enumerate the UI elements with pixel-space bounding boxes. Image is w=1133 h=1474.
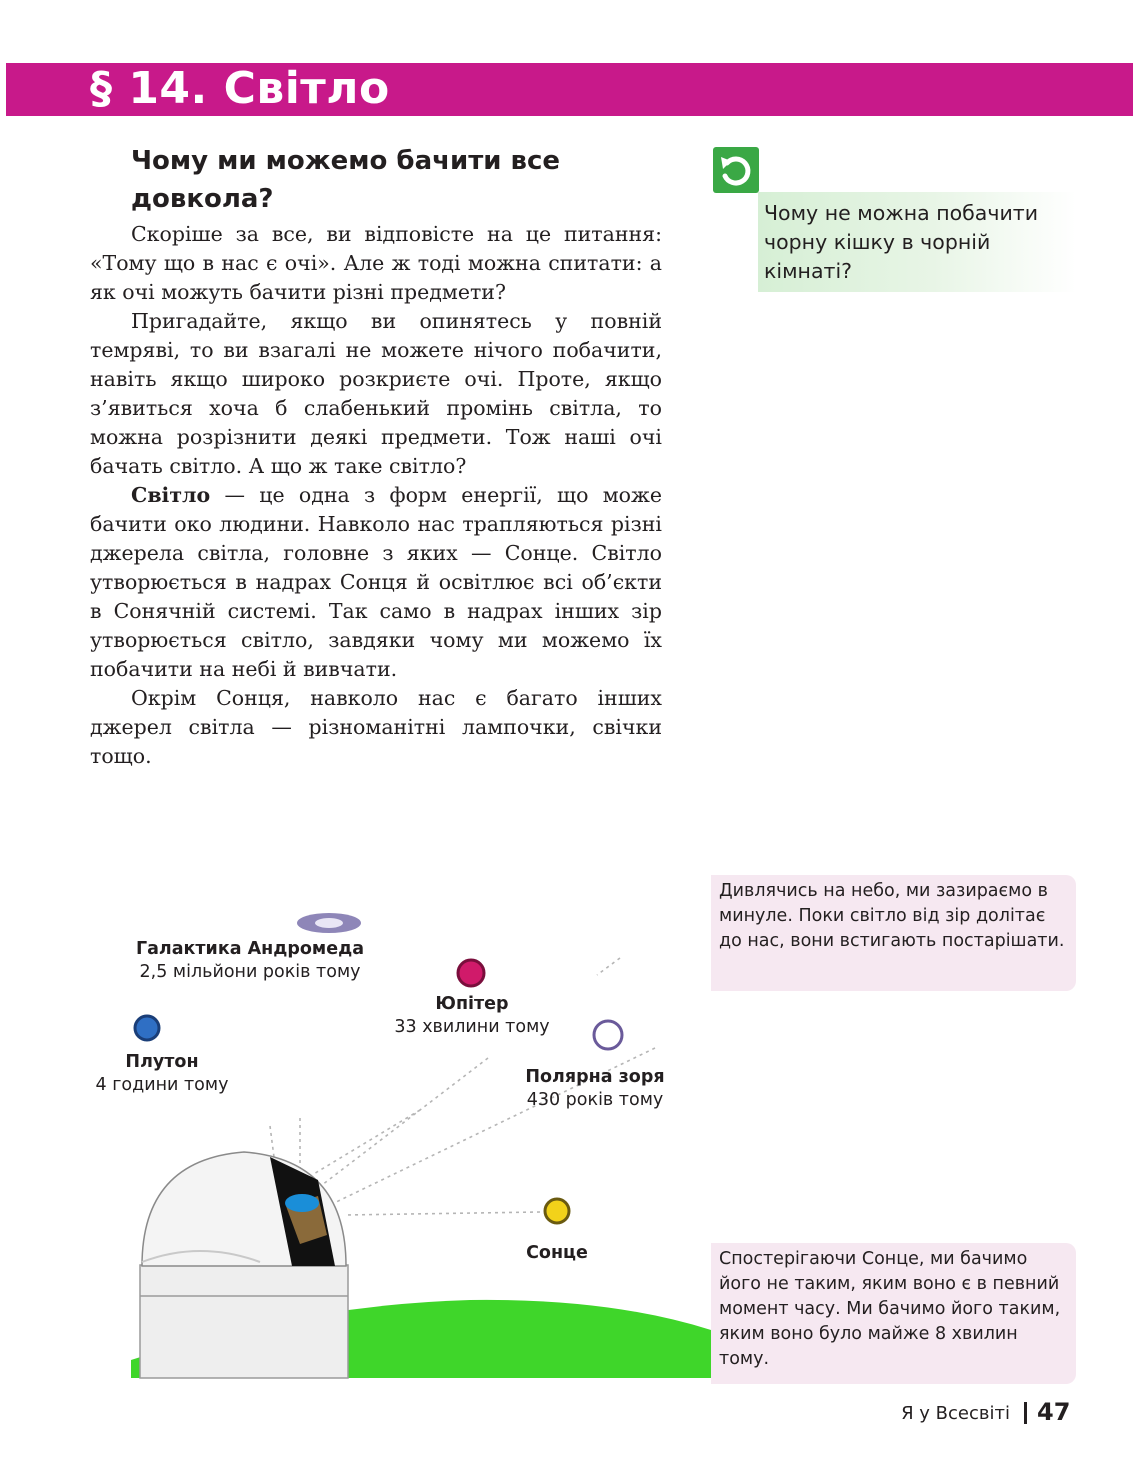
sun-name: Сонце — [526, 1243, 588, 1263]
side-note-past: Дивлячись на небо, ми зазираємо в минуле. Поки світло від зір долітає до нас, вони встигають постарішати. — [711, 875, 1076, 991]
polaris-icon — [594, 1021, 622, 1049]
andromeda-time: 2,5 мільйони років тому — [139, 962, 361, 982]
pluto-label — [82, 1051, 242, 1097]
pluto-name: Плутон — [125, 1052, 199, 1072]
paragraph-text: Пригадайте, якщо ви опинятесь у повній темряві, то ви взагалі не можете нічого побачити, навіть якщо широко розкриєте очі. Проте, якщо з’явиться хоча б слабенький промінь світла, то можна розрізнити деякі предмети. Тож наші очі бачать світло. А що ж таке світло? — [90, 309, 662, 478]
polaris-name: Полярна зоря — [525, 1067, 665, 1087]
pluto-time: 4 години тому — [95, 1075, 229, 1095]
jupiter-icon — [458, 960, 484, 986]
jupiter-name: Юпітер — [435, 994, 509, 1014]
sun-icon — [545, 1199, 569, 1223]
page-number: 47 — [1037, 1398, 1071, 1426]
andromeda-name: Галактика Андромеда — [135, 939, 365, 959]
side-note-sun: Спостерігаючи Сонце, ми бачимо його не таким, яким воно є в певний момент часу. Ми бачимо його таким, яким воно було майже 8 хвилин тому. — [711, 1243, 1076, 1384]
paragraph: Окрім Сонця, навколо нас є багато інших джерел світла — різноманітні лампочки, свічки тощо. — [90, 686, 662, 768]
paragraph: Скоріше за все, ви відповісте на це питання: «Тому що в нас є очі». Але ж тоді можна спитати: а як очі можуть бачити різні предмети? — [90, 222, 662, 304]
jupiter-time: 33 хвилини тому — [394, 1017, 550, 1037]
pluto-icon — [135, 1016, 159, 1040]
sun-label — [507, 1242, 607, 1265]
polaris-label — [515, 1066, 675, 1112]
footer-divider — [1024, 1402, 1027, 1424]
book-title: Я у Всесвіті — [901, 1403, 1010, 1424]
subsection-heading: Чому ми можемо бачити все довкола? — [131, 146, 561, 214]
term-light: Світло — [131, 483, 211, 507]
andromeda-label — [130, 938, 370, 984]
observatory — [140, 1152, 348, 1378]
section-title: § 14. Світло — [90, 63, 390, 114]
review-question: Чому не можна побачити чорну кішку в чорній кімнаті? — [764, 201, 1039, 283]
definition-text: — це одна з форм енергії, що може бачити око людини. Навколо нас трапляються різні джерела світла, головне з яких — Сонце. Світло утворюється в надрах Сонця й освітлює всі об’єкти в Сонячній системі. Так само в надрах інших зір утворюється світло, завдяки чому ми можемо їх побачити на небі й вивчати. — [90, 483, 662, 681]
jupiter-label — [382, 993, 562, 1039]
polaris-time: 430 років тому — [526, 1090, 664, 1110]
